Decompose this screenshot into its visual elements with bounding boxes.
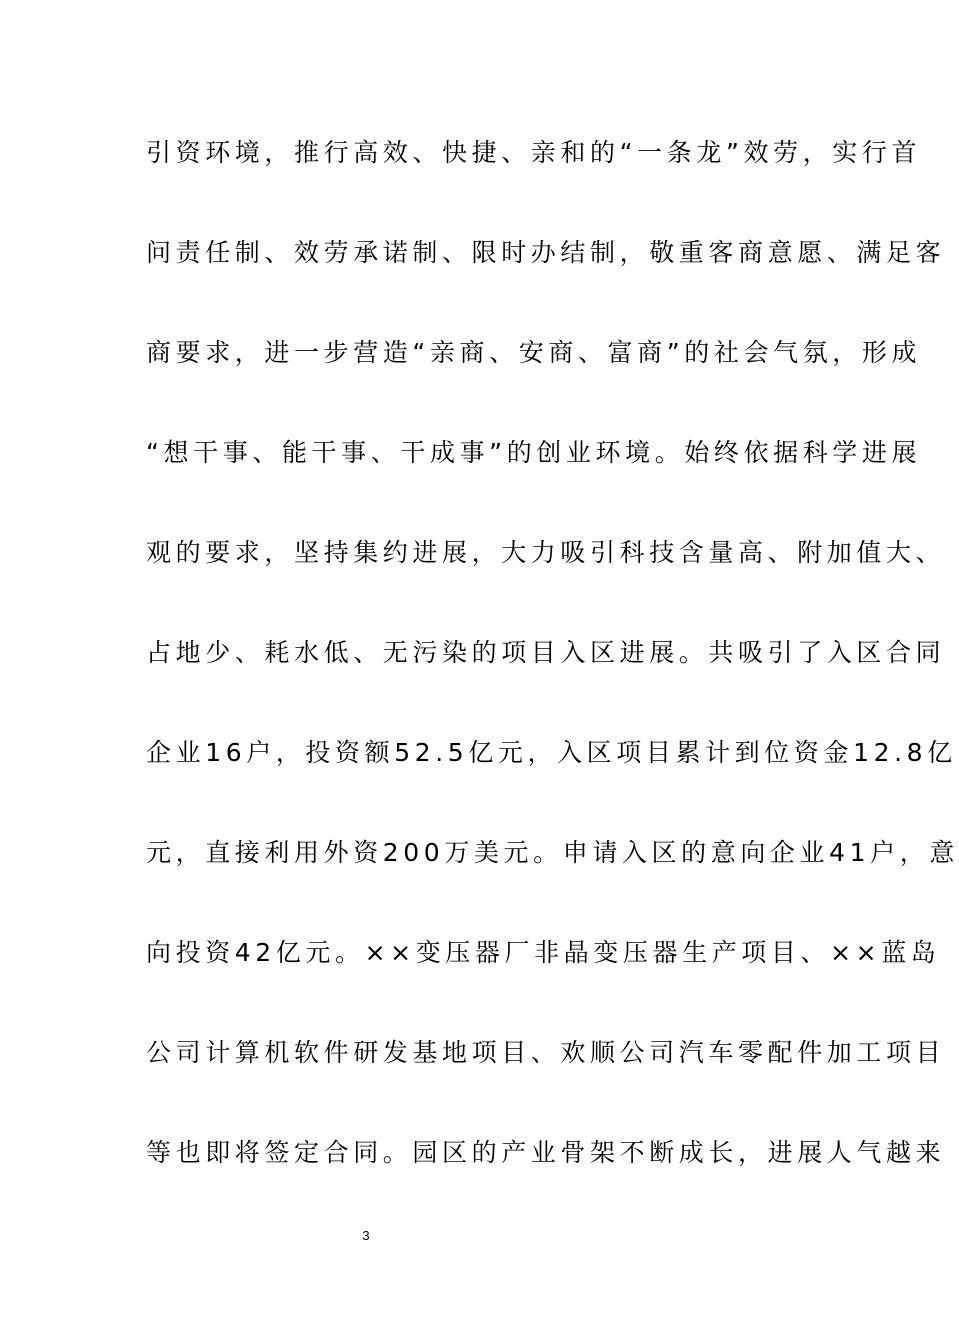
page-number: 3	[362, 1228, 370, 1243]
text-line: 占地少、耗水低、无污染的项目入区进展。共吸引了入区合同	[146, 638, 946, 667]
text-line: 企业16户，投资额52.5亿元，入区项目累计到位资金12.8亿	[146, 738, 957, 767]
text-line: 引资环境，推行高效、快捷、亲和的“一条龙”效劳，实行首	[146, 138, 922, 167]
text-line: 公司计算机软件研发基地项目、欢顺公司汽车零配件加工项目	[146, 1038, 946, 1067]
text-line: “想干事、能干事、干成事”的创业环境。始终依据科学进展	[146, 438, 922, 467]
text-line: 问责任制、效劳承诺制、限时办结制，敬重客商意愿、满足客	[146, 238, 946, 267]
body-text	[146, 130, 959, 1230]
text-line: 元，直接利用外资200万美元。申请入区的意向企业41户，意	[146, 838, 959, 867]
text-line: 等也即将签定合同。园区的产业骨架不断成长，进展人气越来	[146, 1138, 946, 1167]
text-line: 向投资42亿元。××变压器厂非晶变压器生产项目、××蓝岛	[146, 938, 941, 967]
text-line: 观的要求，坚持集约进展，大力吸引科技含量高、附加值大、	[146, 538, 946, 567]
text-line: 商要求，进一步营造“亲商、安商、富商”的社会气氛，形成	[146, 338, 922, 367]
